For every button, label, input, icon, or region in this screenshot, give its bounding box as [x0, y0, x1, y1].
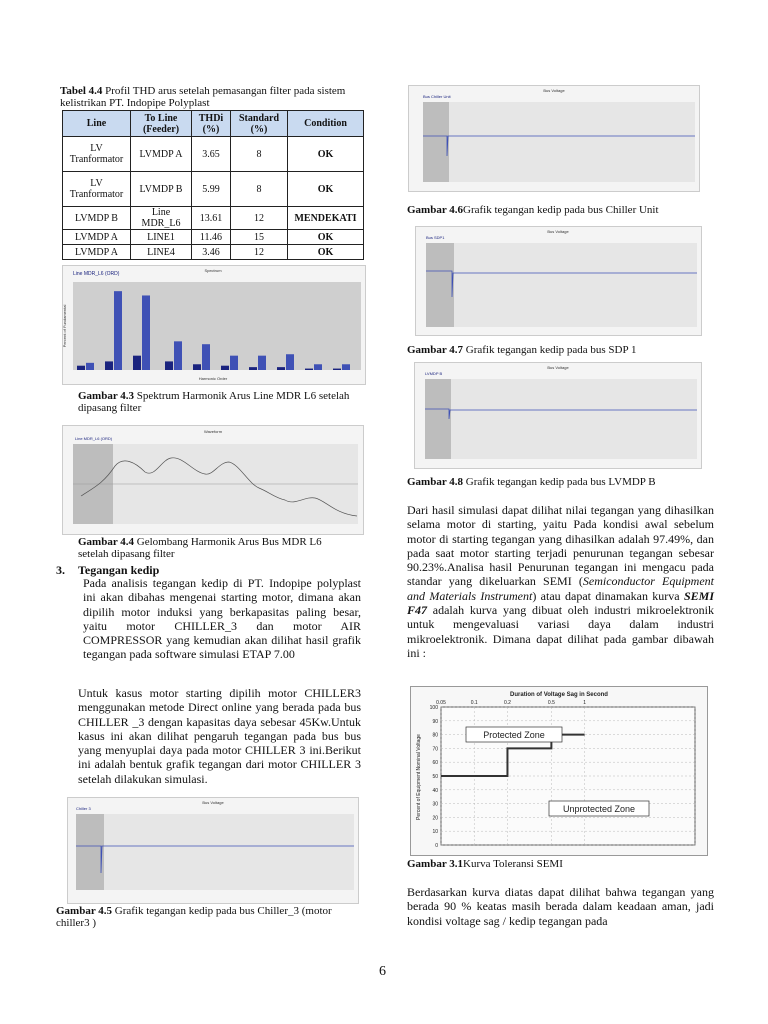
table-cell: 8: [231, 172, 288, 207]
thd-table: [62, 110, 364, 260]
spectrum-bar: [333, 369, 341, 370]
table-cell: 8: [231, 137, 288, 172]
semi-curve-chart: [410, 686, 708, 856]
waveform-title: Waveform: [203, 429, 223, 434]
table-cell: LVMDP B: [131, 172, 192, 207]
table-cell: LINE4: [131, 245, 192, 260]
fig48-caption: [407, 476, 707, 488]
table-row: [63, 137, 364, 172]
spectrum-legend: Line MDR_L6 (ORD): [73, 271, 120, 277]
spectrum-bar: [133, 356, 141, 370]
semi-x-tick: 0.05: [436, 700, 446, 706]
fig31-caption: [407, 858, 707, 870]
semi-y-tick: 10: [432, 829, 438, 836]
table-header-thd: THDi (%): [192, 111, 231, 137]
sdp1-shaded-region: [426, 243, 454, 327]
protected-zone-label: Protected Zone: [483, 730, 545, 740]
spectrum-bar: [86, 363, 94, 370]
chiller3-chart: [67, 797, 359, 904]
spectrum-bar: [105, 361, 113, 370]
sdp1-svg: [416, 227, 701, 335]
section-paragraph-1: Pada analisis tegangan kedip di PT. Indopipe polyplast ini akan dibahas mengenai starting motor, dimana akan dipilih motor induksi yang berkapasitas paling besar, yaitu motor CHILLER_3 dan motor AIR COMPRESSOR yang kemudian akan dilihat hasil grafik tegangan pada software simulasi ETAP 7.00: [83, 576, 361, 662]
table-cell: LVMDP A: [131, 137, 192, 172]
table-row: [63, 245, 364, 260]
right-paragraph-1-start: Dari hasil simulasi dapat dilihat nilai tegangan yang dihasilkan selama motor di starting, yaitu Pada kondisi awal sebelum motor di starting tegangan yang dihasilkan adalah 97.49%, dan pada saat motor starting terjadi penurunan tegangan sebesar 90.23%.Analisa hasil Penurunan tegangan ini mengacu pada standar yang dikeluarkan SEMI (: [407, 503, 714, 589]
page-number: 6: [379, 964, 386, 979]
semi-y-tick: 20: [432, 815, 438, 822]
section-paragraph-2: Untuk kasus motor starting dipilih motor CHILLER3 menggunakan metode Direct online yang berada pada bus CHILLER _3 dengan kapasitas daya sebesar 45Kw.Untuk kasus ini akan dilihat pengaruh tegangan pada bus bus yang menyuplai daya pada motor CHILLER 3 ini.Berikut ini adalah bentuk grafik tegangan dari motor CHILLER 3 setelah dilakukan simulasi.: [78, 686, 361, 786]
semi-y-tick: 40: [432, 787, 438, 794]
semi-y-tick: 30: [432, 801, 438, 808]
fig47-caption: [407, 344, 707, 356]
table-cell: 11.46: [192, 230, 231, 245]
table-cell: Line MDR_L6: [131, 207, 192, 230]
table-cell: OK: [288, 245, 364, 260]
spectrum-bar: [286, 354, 294, 370]
fig45-caption-label: Gambar 4.5: [56, 905, 113, 917]
spectrum-svg: [63, 266, 365, 384]
spectrum-title: Spectrum: [204, 268, 222, 273]
right-paragraph-1-semi: SEMI F47: [407, 588, 714, 618]
chiller-unit-plot-area: [449, 102, 695, 182]
table-cell: 15: [231, 230, 288, 245]
chiller-unit-svg: [409, 86, 699, 191]
table-cell: 3.65: [192, 137, 231, 172]
chiller3-legend: Chiller 3: [76, 806, 91, 811]
fig45-caption-text: Grafik tegangan kedip pada bus Chiller_3 (motor chiller3 ): [56, 905, 332, 929]
lvmdpb-svg: [415, 363, 701, 468]
spectrum-ylabel: Percent of Fundamental: [62, 304, 67, 348]
table-cell: LVMDP B: [63, 207, 131, 230]
chiller3-title: Bus Voltage: [202, 800, 224, 805]
semi-y-tick: 70: [432, 746, 438, 753]
table-cell: MENDEKATI: [288, 207, 364, 230]
semi-y-tick: 100: [429, 705, 438, 711]
chiller-unit-shaded-region: [423, 102, 449, 182]
spectrum-bar: [142, 295, 150, 370]
spectrum-bar: [202, 344, 210, 370]
spectrum-bar: [314, 364, 322, 370]
lvmdpb-legend: LVMDP B: [425, 371, 443, 376]
right-paragraph-1: [407, 503, 714, 660]
semi-ylabel: Percent of Equipment Nominal Voltage: [416, 734, 422, 820]
fig43-caption-text: Spektrum Harmonik Arus Line MDR L6 setelah dipasang filter: [78, 390, 350, 414]
chiller3-svg: [68, 798, 358, 903]
semi-y-tick: 50: [432, 774, 438, 780]
table-cell: LV Tranformator: [63, 137, 131, 172]
chiller3-plot-area: [104, 814, 354, 890]
spectrum-bar: [277, 367, 285, 370]
sdp1-plot-area: [454, 243, 697, 327]
section-title: Tegangan kedip: [78, 563, 160, 577]
spectrum-bar: [77, 366, 85, 370]
unprotected-zone-label: Unprotected Zone: [562, 804, 636, 814]
chiller3-shaded-region: [76, 814, 104, 890]
right-paragraph-2: Berdasarkan kurva diatas dapat dilihat bahwa tegangan yang berada 90 % keatas masih berada dalam keadaan aman, jadi kondisi voltage sag / kedip tegangan pada: [407, 885, 714, 928]
fig44-caption: [78, 536, 338, 560]
table-cell: OK: [288, 137, 364, 172]
spectrum-bar: [342, 364, 350, 370]
semi-x-tick: 1: [583, 700, 587, 706]
semi-y-tick: 80: [432, 732, 438, 739]
right-paragraph-1-end: adalah kurva yang dibuat oleh industri mikroelektronik untuk mengevaluasi variasi daya dalam industri mikroelektronik. Dimana dapat dilihat pada gambar dibawah ini :: [407, 603, 714, 660]
section-number: 3.: [56, 563, 65, 577]
fig46-caption-text: Grafik tegangan kedip pada bus Chiller Unit: [463, 204, 659, 216]
fig48-caption-text: Grafik tegangan kedip pada bus LVMDP B: [463, 476, 656, 488]
lvmdpb-chart: [414, 362, 702, 469]
spectrum-bar: [230, 356, 238, 370]
sdp1-chart: [415, 226, 702, 336]
right-paragraph-1-mid: ) atau dapat dinamakan kurva: [532, 588, 684, 603]
table-caption-text: Profil THD arus setelah pemasangan filter pada sistem kelistrikan PT. Indopipe Polyplast: [60, 85, 346, 109]
semi-y-tick: 0: [435, 843, 438, 849]
chiller-unit-title: Bus Voltage: [543, 88, 565, 93]
spectrum-bar: [221, 366, 229, 370]
lvmdpb-shaded-region: [425, 379, 451, 459]
chiller-unit-legend: Bus Chiller Unit: [423, 94, 451, 99]
table-cell: 12: [231, 245, 288, 260]
fig47-caption-label: Gambar 4.7: [407, 344, 464, 356]
sdp1-title: Bus Voltage: [547, 229, 569, 234]
table-row: [63, 172, 364, 207]
lvmdpb-plot-area: [451, 379, 697, 459]
spectrum-bar: [258, 356, 266, 370]
semi-svg: [411, 687, 707, 855]
fig44-caption-text: Gelombang Harmonik Arus Bus MDR L6 setelah dipasang filter: [78, 536, 322, 560]
table-row: [63, 207, 364, 230]
spectrum-xlabel: Harmonic Order: [198, 376, 228, 381]
table-cell: LINE1: [131, 230, 192, 245]
table-caption-label: Tabel 4.4: [60, 85, 103, 97]
table-header-feeder: To Line (Feeder): [131, 111, 192, 137]
spectrum-chart: [62, 265, 366, 385]
waveform-legend: Line MDR_L6 (ORD): [75, 436, 113, 441]
spectrum-bar: [174, 341, 182, 370]
table-header-line: Line: [63, 111, 131, 137]
chiller-unit-chart: [408, 85, 700, 192]
fig48-caption-label: Gambar 4.8: [407, 476, 464, 488]
fig46-caption: [407, 204, 707, 216]
fig45-caption: [56, 905, 356, 929]
sdp1-legend: Bus SDP1: [426, 235, 445, 240]
fig43-caption: [78, 390, 358, 414]
table-cell: LVMDP A: [63, 230, 131, 245]
fig43-caption-label: Gambar 4.3: [78, 390, 135, 402]
table-caption: [60, 85, 370, 109]
table-cell: LV Tranformator: [63, 172, 131, 207]
spectrum-bar: [193, 364, 201, 370]
fig31-caption-text: Kurva Toleransi SEMI: [463, 858, 563, 870]
table-cell: OK: [288, 230, 364, 245]
table-header-condition: Condition: [288, 111, 364, 137]
fig47-caption-text: Grafik tegangan kedip pada bus SDP 1: [463, 344, 637, 356]
semi-y-tick: 90: [432, 718, 438, 725]
table-cell: LVMDP A: [63, 245, 131, 260]
table-header-standard: Standard (%): [231, 111, 288, 137]
table-cell: 12: [231, 207, 288, 230]
semi-y-tick: 60: [432, 760, 438, 767]
table-cell: 5.99: [192, 172, 231, 207]
semi-title: Duration of Voltage Sag in Second: [510, 692, 608, 698]
table-cell: 3.46: [192, 245, 231, 260]
spectrum-bar: [165, 361, 173, 370]
waveform-chart: [62, 425, 364, 535]
lvmdpb-title: Bus Voltage: [547, 365, 569, 370]
table-cell: 13.61: [192, 207, 231, 230]
waveform-svg: [63, 426, 363, 534]
fig31-caption-label: Gambar 3.1: [407, 858, 464, 870]
table-cell: OK: [288, 172, 364, 207]
semi-x-tick: 0.5: [547, 700, 555, 706]
spectrum-bar: [305, 369, 313, 370]
right-paragraph-1-italic: Semiconductor Equipment and Materials Instrument: [407, 574, 714, 603]
semi-x-tick: 0.2: [503, 700, 511, 706]
fig46-caption-label: Gambar 4.6: [407, 204, 464, 216]
semi-x-tick: 0.1: [470, 700, 478, 706]
fig44-caption-label: Gambar 4.4: [78, 536, 135, 548]
spectrum-bar: [249, 367, 257, 370]
table-row: [63, 230, 364, 245]
spectrum-bar: [114, 291, 122, 370]
